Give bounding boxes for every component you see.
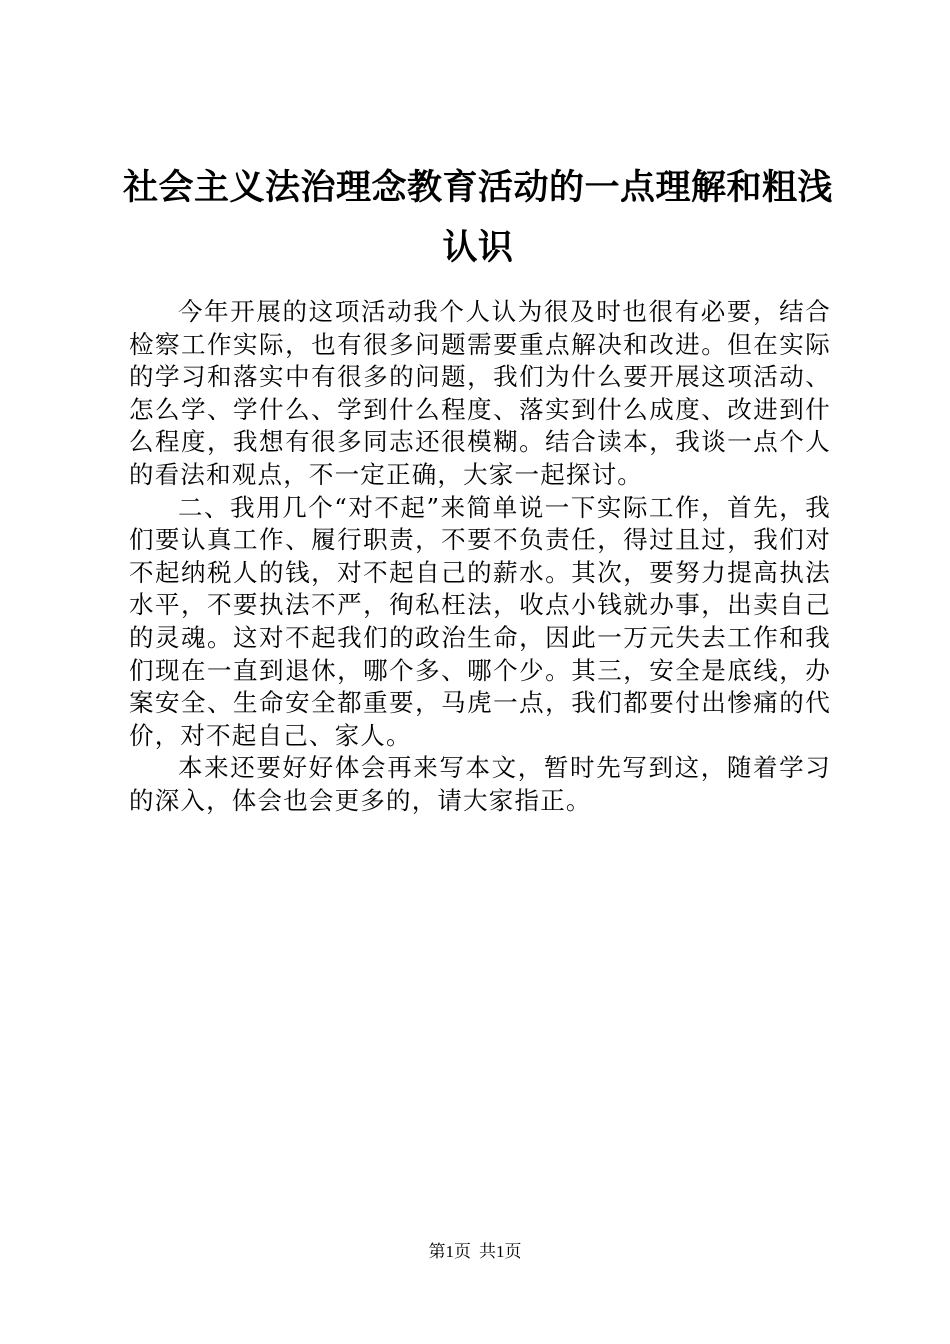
- paragraph-1: 今年开展的这项活动我个人认为很及时也很有必要，结合检察工作实际，也有很多问题需要重点解决和改进。但在实际的学习和落实中有很多的问题，我们为什么要开展这项活动、怎么学、学什么、学到什么程度、落实到什么成度、改进到什么程度，我想有很多同志还很模糊。结合读本，我谈一点个人的看法和观点，不一定正确，大家一起探讨。: [129, 297, 831, 489]
- document-title: 社会主义法治理念教育活动的一点理解和粗浅认识: [122, 167, 833, 268]
- page-number: 第1页: [428, 1242, 471, 1261]
- paragraph-3: 本来还要好好体会再来写本文，暂时先写到这，随着学习的深入，体会也会更多的，请大家指正。: [129, 753, 831, 815]
- document-body: [129, 296, 831, 818]
- page-footer: [0, 1240, 950, 1264]
- paragraph-2: 二、我用几个“对不起”来简单说一下实际工作，首先，我们要认真工作、履行职责，不要不负责任，得过且过，我们对不起纳税人的钱，对不起自己的薪水。其次，要努力提高执法水平，不要执法不严，徇私枉法，收点小钱就办事，出卖自己的灵魂。这对不起我们的政治生命，因此一万元失去工作和我们现在一直到退休，哪个多、哪个少。其三，安全是底线，办案安全、生命安全都重要，马虎一点，我们都要付出惨痛的代价，对不起自己、家人。: [129, 492, 831, 750]
- page-total: 共1页: [479, 1242, 522, 1261]
